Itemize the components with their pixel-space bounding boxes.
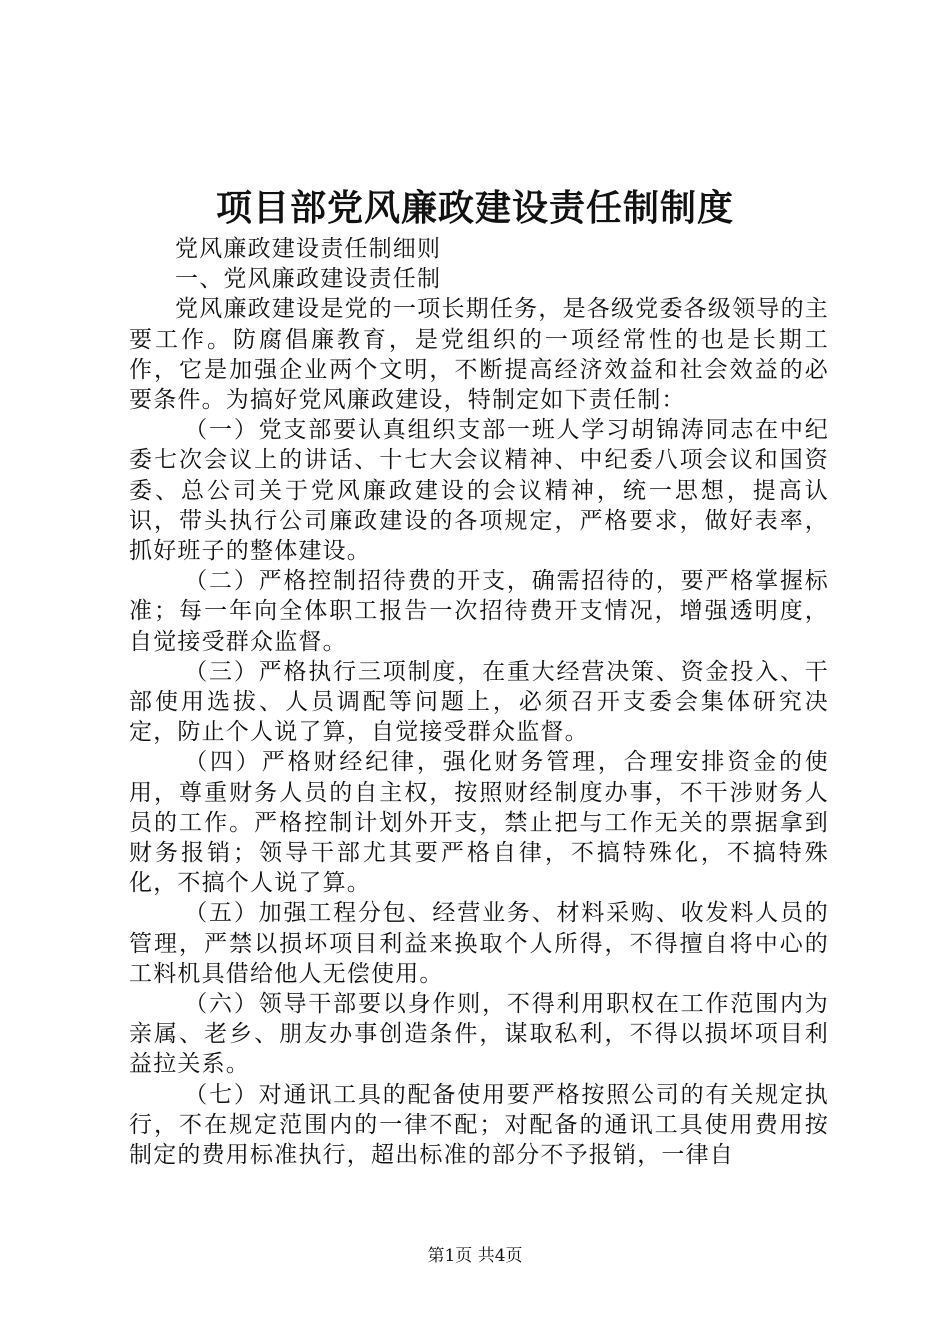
- clause-2: （二）严格控制招待费的开支，确需招待的，要严格掌握标准；每一年向全体职工报告一次招待费开支情况，增强透明度，自觉接受群众监督。: [129, 568, 829, 655]
- section-heading: 一、党风廉政建设责任制: [175, 266, 442, 293]
- clause-4: （四）严格财经纪律，强化财务管理，合理安排资金的使用，尊重财务人员的自主权，按照财经制度办事，不干涉财务人员的工作。严格控制计划外开支，禁止把与工作无关的票据拿到财务报销；领导干部尤其要严格自律，不搞特殊化，不搞特殊化，不搞个人说了算。: [129, 749, 829, 897]
- page-number-footer: 第1页 共4页: [427, 1246, 523, 1266]
- clause-6: （六）领导干部要以身作则，不得利用职权在工作范围内为亲属、老乡、朋友办事创造条件，谋取私利，不得以损坏项目利益拉关系。: [129, 991, 829, 1078]
- document-body: [129, 234, 829, 1170]
- clause-5: （五）加强工程分包、经营业务、材料采购、收发料人员的管理，严禁以损坏项目利益来换取个人所得，不得擅自将中心的工料机具借给他人无偿使用。: [129, 900, 829, 987]
- document-title: 项目部党风廉政建设责任制制度: [215, 187, 734, 229]
- intro-paragraph: 党风廉政建设是党的一项长期任务，是各级党委各级领导的主要工作。防腐倡廉教育，是党组织的一项经常性的也是长期工作，它是加强企业两个文明，不断提高经济效益和社会效益的必要条件。为搞好党风廉政建设，特制定如下责任制：: [129, 296, 829, 414]
- clause-1: （一）党支部要认真组织支部一班人学习胡锦涛同志在中纪委七次会议上的讲话、十七大会议精神、中纪委八项会议和国资委、总公司关于党风廉政建设的会议精神，统一思想，提高认识，带头执行公司廉政建设的各项规定，严格要求，做好表率，抓好班子的整体建设。: [129, 417, 829, 565]
- clause-7: （七）对通讯工具的配备使用要严格按照公司的有关规定执行，不在规定范围内的一律不配；对配备的通讯工具使用费用按制定的费用标准执行，超出标准的部分不予报销，一律自: [129, 1081, 829, 1169]
- clause-3: （三）严格执行三项制度，在重大经营决策、资金投入、干部使用选拔、人员调配等问题上，必须召开支委会集体研究决定，防止个人说了算，自觉接受群众监督。: [129, 658, 829, 746]
- subtitle: 党风廉政建设责任制细则: [175, 236, 442, 262]
